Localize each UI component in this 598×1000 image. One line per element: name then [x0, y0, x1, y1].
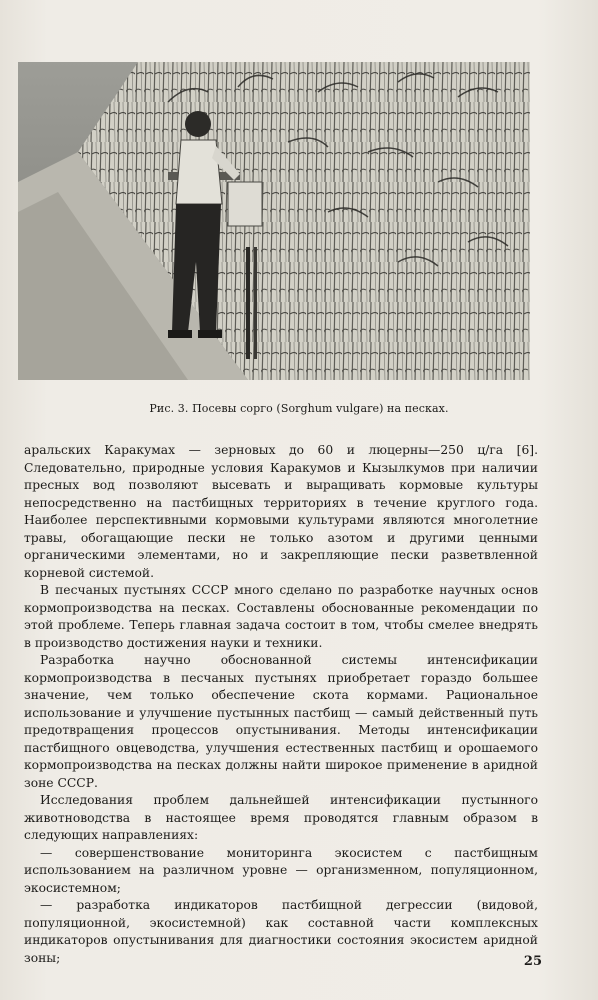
- figure-caption: Рис. 3. Посевы сорго (Sorghum vulgare) на песках.: [149, 402, 449, 415]
- sorghum-field-photo: [18, 62, 530, 380]
- list-item: — совершенствование мониторинга экосистем с пастбищным использованием на различном уровне — организменном, популяционном, экосистемном;: [24, 845, 538, 895]
- page-number: 25: [523, 954, 542, 969]
- list-item: — разработка индикаторов пастбищной дегрессии (видовой, популяционной, экосистемной) как составной части комплексных индикаторов опустынивания для диагностики состояния экосистем аридной зоны;: [24, 898, 538, 965]
- body-text: [24, 442, 538, 967]
- paragraph: В песчаных пустынях СССР много сделано по разработке научных основ кормопроизводства на песках. Составлены обоснованные рекомендации по этой проблеме. Теперь главная задача состоит в том, чтобы смелее внедрять в производство достижения науки и техники.: [24, 583, 538, 650]
- paragraph: аральских Каракумах — зерновых до 60 и люцерны—250 ц/га [6]. Следовательно, природные условия Каракумов и Кызылкумов при наличии пресных вод позволяют высевать и выращивать кормовые культуры непосредственно на пастбищных территориях в течение круглого года. Наиболее перспективными кормовыми культурами являются многолетние травы, обогащающие пески не только азотом и другими ценными органическими элементами, но и закрепляющие пески разветвленной корневой системой.: [24, 443, 538, 580]
- paragraph: Исследования проблем дальнейшей интенсификации пустынного животноводства в настоящее время проводятся главным образом в следующих направлениях:: [24, 793, 538, 842]
- paragraph: Разработка научно обоснованной системы интенсификации кормопроизводства в песчаных пустынях приобретает гораздо большее значение, чем только обеспечение скота кормами. Рациональное использование и улучшение пустынных пастбищ — самый действенный путь предотвращения процессов опустынивания. Методы интенсификации пастбищного овцеводства, улучшения естественных пастбищ и орошаемого кормопроизводства на песках должны найти широкое применение в аридной зоне СССР.: [24, 653, 538, 790]
